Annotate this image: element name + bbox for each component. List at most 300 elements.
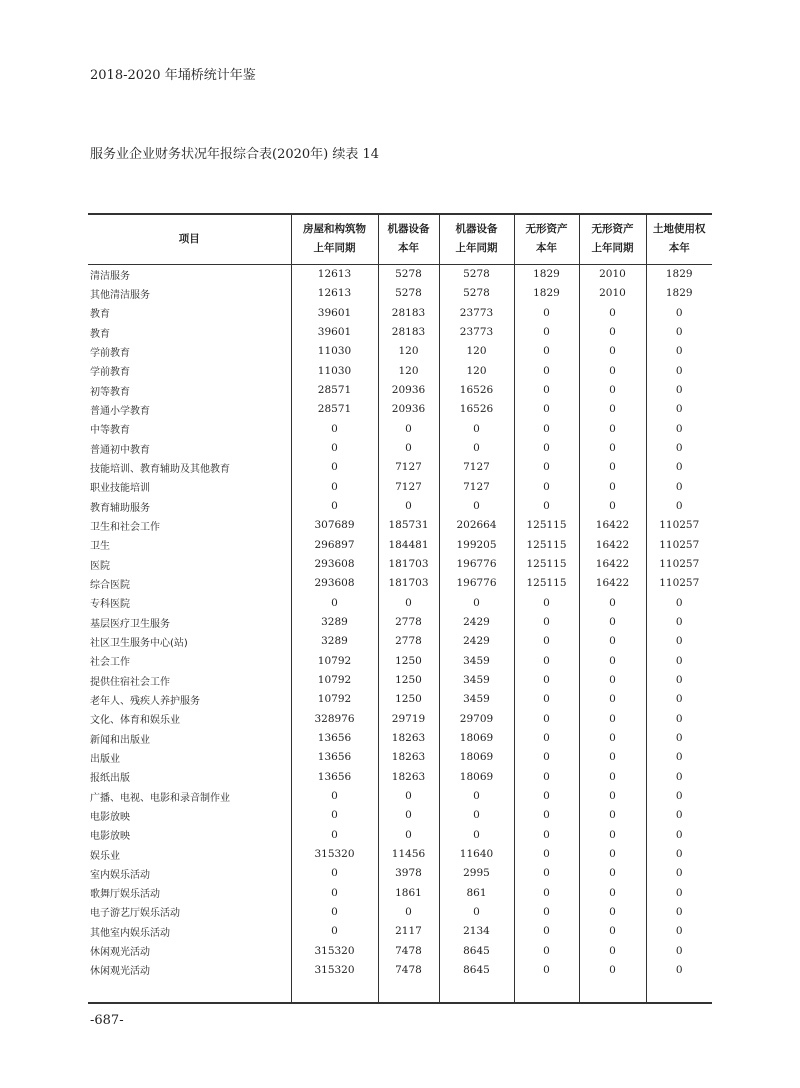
cell-value: 0 xyxy=(514,400,579,419)
cell-value: 0 xyxy=(579,690,646,709)
cell-value: 0 xyxy=(514,728,579,747)
row-label: 休闲观光活动 xyxy=(90,947,150,959)
column-header xyxy=(579,214,646,264)
cell-value: 0 xyxy=(514,419,579,438)
cell-value: 0 xyxy=(579,844,646,863)
cell-value: 3459 xyxy=(439,690,514,709)
cell-value: 181703 xyxy=(378,574,439,593)
table-row xyxy=(88,419,712,438)
cell-value: 0 xyxy=(514,458,579,477)
cell-value: 0 xyxy=(646,806,712,825)
column-header xyxy=(646,214,712,264)
table-row xyxy=(88,322,712,341)
cell-value: 5278 xyxy=(439,264,514,284)
cell-value: 0 xyxy=(646,922,712,941)
cell-value: 3459 xyxy=(439,651,514,670)
cell-value: 0 xyxy=(291,922,378,941)
cell-value: 0 xyxy=(646,670,712,689)
cell-value: 0 xyxy=(646,322,712,341)
table-title: 服务业企业财务状况年报综合表(2020年) 续表 14 xyxy=(90,147,380,162)
cell-value: 0 xyxy=(646,786,712,805)
row-label: 电影放映 xyxy=(90,831,130,843)
cell-value: 0 xyxy=(646,651,712,670)
cell-value: 10792 xyxy=(291,690,378,709)
cell-value: 0 xyxy=(646,380,712,399)
row-label: 提供住宿社会工作 xyxy=(90,676,170,688)
cell-value: 16422 xyxy=(579,574,646,593)
cell-value: 18069 xyxy=(439,767,514,786)
cell-value: 18263 xyxy=(378,728,439,747)
cell-value: 28183 xyxy=(378,322,439,341)
row-label: 专科医院 xyxy=(90,599,130,611)
cell-value: 0 xyxy=(579,728,646,747)
cell-value: 0 xyxy=(579,477,646,496)
cell-value: 0 xyxy=(291,419,378,438)
cell-value: 181703 xyxy=(378,554,439,573)
table-row xyxy=(88,612,712,631)
row-label: 基层医疗卫生服务 xyxy=(90,618,170,630)
cell-value: 13656 xyxy=(291,767,378,786)
row-label: 电子游艺厅娱乐活动 xyxy=(90,908,180,920)
row-label: 学前教育 xyxy=(90,347,130,359)
column-header xyxy=(439,214,514,264)
cell-value: 11030 xyxy=(291,361,378,380)
cell-value: 1250 xyxy=(378,670,439,689)
cell-value: 0 xyxy=(579,400,646,419)
table-row xyxy=(88,844,712,863)
cell-value: 0 xyxy=(579,361,646,380)
table-row xyxy=(88,806,712,825)
cell-value: 0 xyxy=(514,303,579,322)
cell-value: 0 xyxy=(378,496,439,515)
empty-cell xyxy=(646,980,712,1003)
row-label: 社区卫生服务中心(站) xyxy=(90,637,188,649)
cell-value: 0 xyxy=(646,690,712,709)
cell-value: 125115 xyxy=(514,516,579,535)
cell-value: 0 xyxy=(514,380,579,399)
cell-value: 7127 xyxy=(378,477,439,496)
cell-value: 0 xyxy=(646,767,712,786)
column-header-line1: 机器设备 xyxy=(455,223,498,236)
cell-value: 0 xyxy=(439,806,514,825)
cell-value: 315320 xyxy=(291,941,378,960)
cell-value: 13656 xyxy=(291,728,378,747)
cell-value: 0 xyxy=(514,612,579,631)
cell-value: 39601 xyxy=(291,303,378,322)
cell-value: 0 xyxy=(378,438,439,457)
row-label: 电影放映 xyxy=(90,811,130,823)
cell-value: 185731 xyxy=(378,516,439,535)
cell-value: 0 xyxy=(378,806,439,825)
cell-value: 7127 xyxy=(439,477,514,496)
cell-value: 110257 xyxy=(646,554,712,573)
cell-value: 0 xyxy=(514,922,579,941)
table-padding-row xyxy=(88,980,712,1003)
cell-value: 0 xyxy=(579,632,646,651)
table-row xyxy=(88,690,712,709)
row-label: 卫生 xyxy=(90,541,110,553)
cell-value: 2778 xyxy=(378,612,439,631)
cell-value: 861 xyxy=(439,883,514,902)
cell-value: 28571 xyxy=(291,380,378,399)
cell-value: 0 xyxy=(646,632,712,651)
cell-value: 18263 xyxy=(378,748,439,767)
cell-value: 0 xyxy=(579,941,646,960)
cell-value: 0 xyxy=(514,342,579,361)
cell-value: 110257 xyxy=(646,516,712,535)
table-row xyxy=(88,883,712,902)
column-header-line1: 无形资产 xyxy=(591,223,634,236)
table-row xyxy=(88,960,712,979)
column-header-line2: 本年 xyxy=(398,242,419,255)
cell-value: 184481 xyxy=(378,535,439,554)
cell-value: 0 xyxy=(579,709,646,728)
column-header-line1: 无形资产 xyxy=(525,223,568,236)
cell-value: 0 xyxy=(291,496,378,515)
cell-value: 16526 xyxy=(439,380,514,399)
cell-value: 0 xyxy=(646,419,712,438)
cell-value: 0 xyxy=(514,651,579,670)
empty-cell xyxy=(514,980,579,1003)
cell-value: 0 xyxy=(646,902,712,921)
cell-value: 28571 xyxy=(291,400,378,419)
cell-value: 0 xyxy=(291,883,378,902)
cell-value: 125115 xyxy=(514,574,579,593)
column-header xyxy=(378,214,439,264)
cell-value: 0 xyxy=(646,728,712,747)
empty-cell xyxy=(579,980,646,1003)
cell-value: 202664 xyxy=(439,516,514,535)
cell-value: 120 xyxy=(439,342,514,361)
row-label: 其他清洁服务 xyxy=(90,289,150,301)
cell-value: 0 xyxy=(646,960,712,979)
cell-value: 0 xyxy=(579,922,646,941)
row-label: 学前教育 xyxy=(90,367,130,379)
cell-value: 11456 xyxy=(378,844,439,863)
cell-value: 0 xyxy=(439,496,514,515)
cell-value: 2995 xyxy=(439,864,514,883)
table-row xyxy=(88,477,712,496)
cell-value: 7478 xyxy=(378,960,439,979)
row-label: 文化、体育和娱乐业 xyxy=(90,715,180,727)
cell-value: 0 xyxy=(579,806,646,825)
cell-value: 0 xyxy=(514,477,579,496)
cell-value: 11030 xyxy=(291,342,378,361)
cell-value: 0 xyxy=(291,902,378,921)
cell-value: 7127 xyxy=(378,458,439,477)
cell-value: 0 xyxy=(646,593,712,612)
cell-value: 2117 xyxy=(378,922,439,941)
cell-value: 1829 xyxy=(514,284,579,303)
cell-value: 1861 xyxy=(378,883,439,902)
row-label: 普通小学教育 xyxy=(90,405,150,417)
row-label: 出版业 xyxy=(90,753,120,765)
cell-value: 0 xyxy=(646,477,712,496)
cell-value: 0 xyxy=(579,786,646,805)
cell-value: 10792 xyxy=(291,670,378,689)
cell-value: 12613 xyxy=(291,264,378,284)
column-header xyxy=(514,214,579,264)
cell-value: 0 xyxy=(579,593,646,612)
cell-value: 16526 xyxy=(439,400,514,419)
cell-value: 0 xyxy=(514,496,579,515)
table-row xyxy=(88,284,712,303)
table-header-row xyxy=(88,214,712,264)
cell-value: 0 xyxy=(579,612,646,631)
cell-value: 0 xyxy=(514,690,579,709)
cell-value: 0 xyxy=(646,496,712,515)
cell-value: 0 xyxy=(646,941,712,960)
cell-value: 0 xyxy=(646,400,712,419)
cell-value: 2010 xyxy=(579,284,646,303)
cell-value: 0 xyxy=(646,883,712,902)
column-header xyxy=(88,214,291,264)
row-label: 社会工作 xyxy=(90,657,130,669)
cell-value: 0 xyxy=(439,593,514,612)
cell-value: 0 xyxy=(514,670,579,689)
cell-value: 29709 xyxy=(439,709,514,728)
row-label: 普通初中教育 xyxy=(90,444,150,456)
cell-value: 2134 xyxy=(439,922,514,941)
cell-value: 0 xyxy=(378,593,439,612)
cell-value: 29719 xyxy=(378,709,439,728)
row-label: 医院 xyxy=(90,560,110,572)
cell-value: 315320 xyxy=(291,960,378,979)
row-label: 职业技能培训 xyxy=(90,483,150,495)
table-row xyxy=(88,902,712,921)
cell-value: 7478 xyxy=(378,941,439,960)
row-label: 休闲观光活动 xyxy=(90,966,150,978)
cell-value: 196776 xyxy=(439,554,514,573)
cell-value: 0 xyxy=(514,941,579,960)
row-label: 其他室内娱乐活动 xyxy=(90,927,170,939)
cell-value: 328976 xyxy=(291,709,378,728)
cell-value: 199205 xyxy=(439,535,514,554)
cell-value: 0 xyxy=(291,458,378,477)
cell-value: 5278 xyxy=(439,284,514,303)
table-row xyxy=(88,496,712,515)
cell-value: 196776 xyxy=(439,574,514,593)
table-row xyxy=(88,264,712,284)
cell-value: 3459 xyxy=(439,670,514,689)
row-label: 室内娱乐活动 xyxy=(90,869,150,881)
column-header-line1: 项目 xyxy=(178,232,200,245)
cell-value: 7127 xyxy=(439,458,514,477)
table-row xyxy=(88,303,712,322)
cell-value: 18069 xyxy=(439,748,514,767)
cell-value: 0 xyxy=(439,825,514,844)
cell-value: 0 xyxy=(514,632,579,651)
column-header-line1: 土地使用权 xyxy=(653,223,706,236)
cell-value: 0 xyxy=(378,786,439,805)
cell-value: 0 xyxy=(646,748,712,767)
cell-value: 2010 xyxy=(579,264,646,284)
cell-value: 0 xyxy=(439,438,514,457)
cell-value: 0 xyxy=(646,825,712,844)
row-label: 老年人、残疾人养护服务 xyxy=(90,695,200,707)
cell-value: 0 xyxy=(646,342,712,361)
cell-value: 0 xyxy=(378,419,439,438)
cell-value: 0 xyxy=(514,748,579,767)
row-label: 中等教育 xyxy=(90,425,130,437)
table-row xyxy=(88,709,712,728)
cell-value: 5278 xyxy=(378,264,439,284)
table-row xyxy=(88,825,712,844)
column-header xyxy=(291,214,378,264)
cell-value: 125115 xyxy=(514,535,579,554)
table-row xyxy=(88,574,712,593)
cell-value: 0 xyxy=(378,902,439,921)
cell-value: 39601 xyxy=(291,322,378,341)
cell-value: 3978 xyxy=(378,864,439,883)
cell-value: 28183 xyxy=(378,303,439,322)
cell-value: 0 xyxy=(291,825,378,844)
cell-value: 0 xyxy=(646,458,712,477)
cell-value: 20936 xyxy=(378,400,439,419)
cell-value: 0 xyxy=(291,477,378,496)
cell-value: 0 xyxy=(514,767,579,786)
cell-value: 0 xyxy=(579,380,646,399)
cell-value: 1829 xyxy=(646,284,712,303)
empty-cell xyxy=(291,980,378,1003)
table-row xyxy=(88,342,712,361)
cell-value: 18069 xyxy=(439,728,514,747)
cell-value: 0 xyxy=(291,593,378,612)
cell-value: 16422 xyxy=(579,516,646,535)
row-label: 技能培训、教育辅助及其他教育 xyxy=(90,463,230,475)
table-row xyxy=(88,516,712,535)
row-label: 教育 xyxy=(90,309,110,321)
cell-value: 1250 xyxy=(378,690,439,709)
cell-value: 0 xyxy=(646,709,712,728)
cell-value: 3289 xyxy=(291,632,378,651)
column-header-line2: 上年同期 xyxy=(455,242,498,255)
cell-value: 110257 xyxy=(646,574,712,593)
cell-value: 23773 xyxy=(439,322,514,341)
table-row xyxy=(88,632,712,651)
cell-value: 1829 xyxy=(514,264,579,284)
cell-value: 0 xyxy=(514,864,579,883)
table-row xyxy=(88,941,712,960)
cell-value: 0 xyxy=(514,960,579,979)
cell-value: 16422 xyxy=(579,554,646,573)
cell-value: 0 xyxy=(579,342,646,361)
cell-value: 0 xyxy=(514,593,579,612)
empty-cell xyxy=(378,980,439,1003)
row-label: 新闻和出版业 xyxy=(90,734,150,746)
cell-value: 12613 xyxy=(291,284,378,303)
cell-value: 0 xyxy=(291,786,378,805)
empty-cell xyxy=(88,980,291,1003)
cell-value: 8645 xyxy=(439,960,514,979)
cell-value: 0 xyxy=(514,322,579,341)
cell-value: 13656 xyxy=(291,748,378,767)
cell-value: 0 xyxy=(579,748,646,767)
row-label: 综合医院 xyxy=(90,579,130,591)
row-label: 广播、电视、电影和录音制作业 xyxy=(90,792,230,804)
cell-value: 110257 xyxy=(646,535,712,554)
column-header-line2: 本年 xyxy=(536,242,557,255)
cell-value: 293608 xyxy=(291,554,378,573)
cell-value: 0 xyxy=(646,361,712,380)
cell-value: 120 xyxy=(378,342,439,361)
cell-value: 0 xyxy=(291,438,378,457)
cell-value: 0 xyxy=(646,864,712,883)
cell-value: 0 xyxy=(646,438,712,457)
cell-value: 18263 xyxy=(378,767,439,786)
cell-value: 0 xyxy=(514,709,579,728)
table-row xyxy=(88,670,712,689)
cell-value: 0 xyxy=(579,651,646,670)
cell-value: 0 xyxy=(514,883,579,902)
cell-value: 10792 xyxy=(291,651,378,670)
running-header: 2018-2020 年埇桥统计年鉴 xyxy=(90,68,256,83)
table-row xyxy=(88,728,712,747)
cell-value: 2429 xyxy=(439,612,514,631)
cell-value: 0 xyxy=(514,361,579,380)
cell-value: 0 xyxy=(439,902,514,921)
cell-value: 0 xyxy=(579,883,646,902)
cell-value: 125115 xyxy=(514,554,579,573)
table-row xyxy=(88,535,712,554)
row-label: 教育辅助服务 xyxy=(90,502,150,514)
cell-value: 120 xyxy=(378,361,439,380)
cell-value: 296897 xyxy=(291,535,378,554)
cell-value: 0 xyxy=(579,670,646,689)
cell-value: 0 xyxy=(514,902,579,921)
row-label: 清洁服务 xyxy=(90,270,130,282)
cell-value: 2778 xyxy=(378,632,439,651)
table-row xyxy=(88,380,712,399)
column-header-line2: 上年同期 xyxy=(313,242,356,255)
column-header-line1: 房屋和构筑物 xyxy=(303,223,366,236)
cell-value: 0 xyxy=(291,864,378,883)
cell-value: 11640 xyxy=(439,844,514,863)
cell-value: 307689 xyxy=(291,516,378,535)
cell-value: 3289 xyxy=(291,612,378,631)
cell-value: 0 xyxy=(646,612,712,631)
row-label: 报纸出版 xyxy=(90,773,130,785)
column-header-line1: 机器设备 xyxy=(387,223,430,236)
cell-value: 0 xyxy=(291,806,378,825)
cell-value: 16422 xyxy=(579,535,646,554)
cell-value: 293608 xyxy=(291,574,378,593)
cell-value: 0 xyxy=(579,825,646,844)
page-number: -687- xyxy=(90,1013,124,1028)
column-header-line2: 本年 xyxy=(668,242,690,255)
cell-value: 0 xyxy=(378,825,439,844)
cell-value: 20936 xyxy=(378,380,439,399)
cell-value: 0 xyxy=(514,825,579,844)
row-label: 教育 xyxy=(90,328,110,340)
table-row xyxy=(88,922,712,941)
cell-value: 2429 xyxy=(439,632,514,651)
cell-value: 0 xyxy=(439,419,514,438)
cell-value: 0 xyxy=(579,458,646,477)
column-header-line2: 上年同期 xyxy=(591,242,634,255)
row-label: 歌舞厅娱乐活动 xyxy=(90,889,160,901)
cell-value: 23773 xyxy=(439,303,514,322)
table-row xyxy=(88,748,712,767)
cell-value: 0 xyxy=(514,438,579,457)
cell-value: 5278 xyxy=(378,284,439,303)
cell-value: 0 xyxy=(579,960,646,979)
row-label: 初等教育 xyxy=(90,386,130,398)
cell-value: 1829 xyxy=(646,264,712,284)
cell-value: 0 xyxy=(514,786,579,805)
cell-value: 0 xyxy=(579,303,646,322)
table-row xyxy=(88,438,712,457)
